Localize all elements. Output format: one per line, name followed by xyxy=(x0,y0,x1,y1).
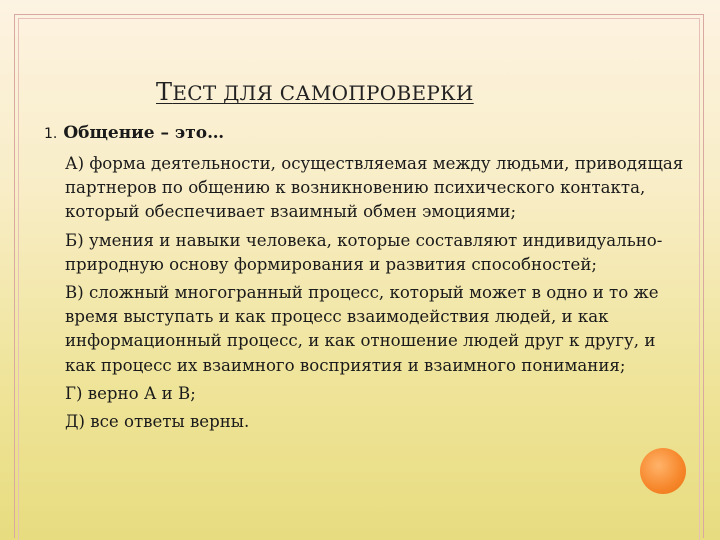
question-number: 1. xyxy=(44,126,58,142)
option-c: В) сложный многогранный процесс, который может в одно и то же время выступать и как процесс взаимодействия людей, и как информационный процесс, и как отношение людей друг к другу, и как процесс их взаимного восприятия и взаимного понимания; xyxy=(65,283,659,375)
answer-options xyxy=(65,152,687,438)
option-d: Г) верно А и В; xyxy=(65,383,196,403)
slide-title xyxy=(156,78,474,106)
option-e: Д) все ответы верны. xyxy=(65,412,250,432)
question xyxy=(44,123,224,143)
decorative-circle xyxy=(640,448,686,494)
option-a: А) форма деятельности, осуществляемая между людьми, приводящая партнеров по общению к возникновению психического контакта, который обеспечивает взаимный обмен эмоциями; xyxy=(65,154,684,222)
option-b: Б) умения и навыки человека, которые составляют индивидуально-природную основу формирования и развития способностей; xyxy=(65,230,663,274)
title-first-letter: Т xyxy=(156,78,173,106)
title-rest: ЕСТ ДЛЯ САМОПРОВЕРКИ xyxy=(172,81,474,105)
question-text: Общение – это… xyxy=(63,123,225,143)
